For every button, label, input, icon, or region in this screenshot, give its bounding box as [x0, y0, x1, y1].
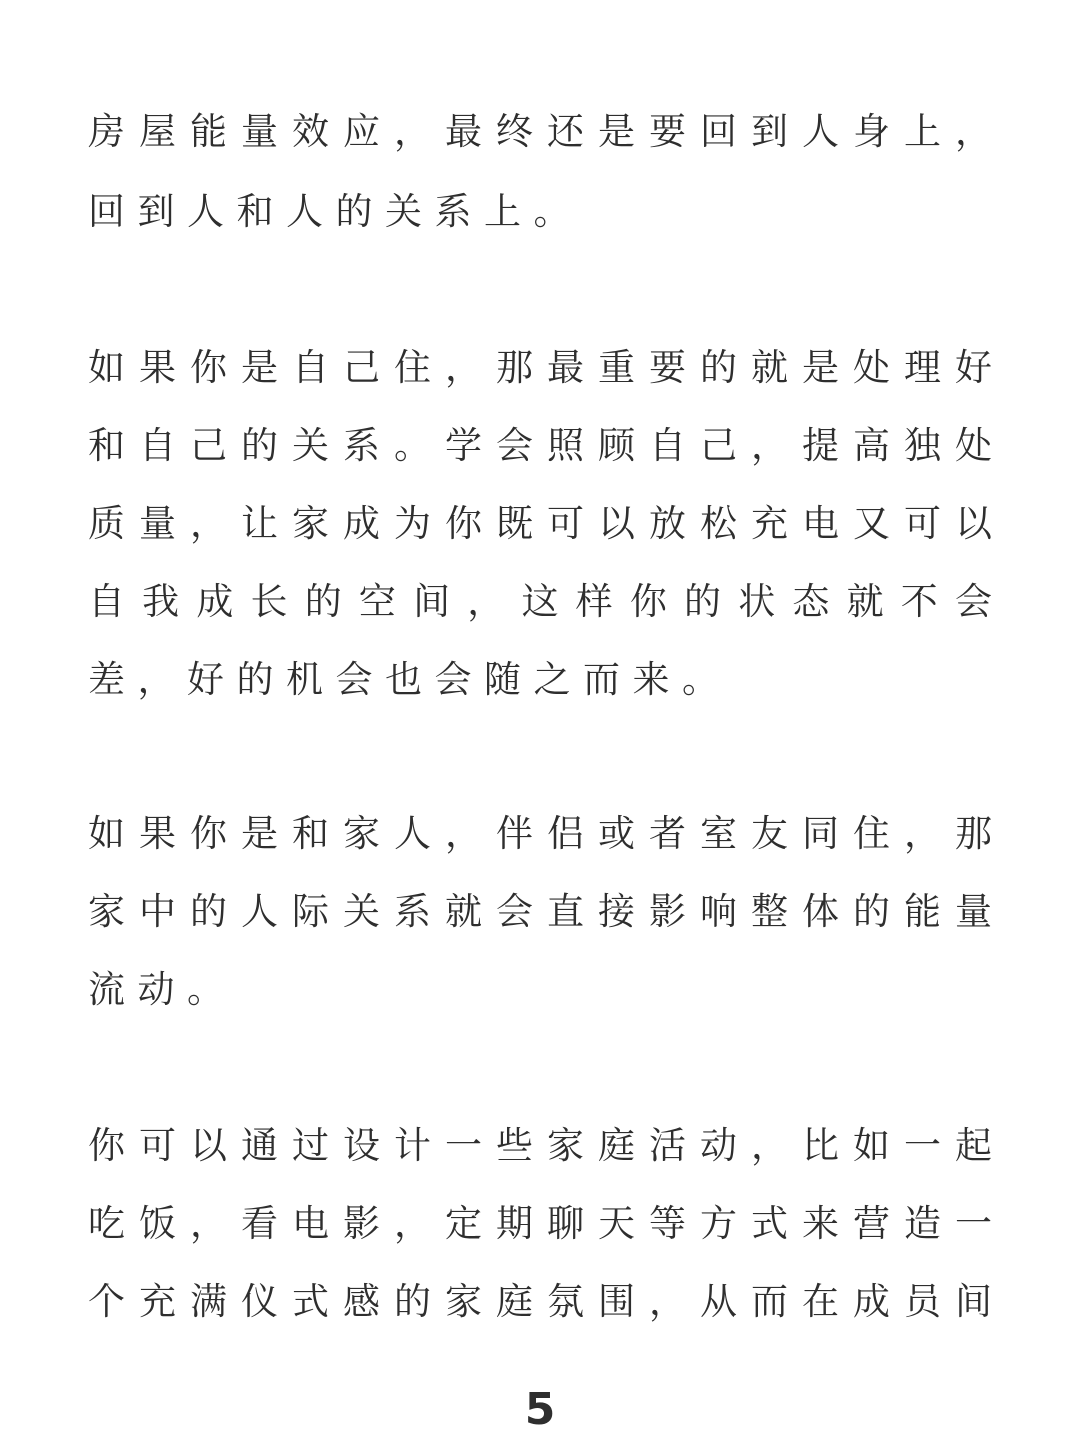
paragraph-2-line-3: 质量，让家成为你既可以放松充电又可以: [88, 502, 992, 545]
paragraph-1-line-1: 房屋能量效应，最终还是要回到人身上，: [88, 110, 992, 153]
page-number: 5: [524, 1384, 556, 1435]
paragraph-1-line-2: 回到人和人的关系上。: [88, 190, 583, 233]
paragraph-2-line-1: 如果你是自己住，那最重要的就是处理好: [88, 346, 992, 389]
paragraph-3-line-2: 家中的人际关系就会直接影响整体的能量: [88, 890, 992, 933]
paragraph-2-line-5: 差，好的机会也会随之而来。: [88, 658, 732, 701]
paragraph-4-line-2: 吃饭，看电影，定期聊天等方式来营造一: [88, 1202, 992, 1245]
paragraph-3-line-3: 流动。: [88, 968, 237, 1011]
paragraph-4-line-1: 你可以通过设计一些家庭活动，比如一起: [88, 1124, 992, 1167]
paragraph-3-line-1: 如果你是和家人，伴侣或者室友同住，那: [88, 812, 992, 855]
paragraph-4-line-3: 个充满仪式感的家庭氛围，从而在成员间: [88, 1280, 992, 1323]
paragraph-2-line-4: 自我成长的空间，这样你的状态就不会: [88, 580, 992, 623]
paragraph-2-line-2: 和自己的关系。学会照顾自己，提高独处: [88, 424, 992, 467]
